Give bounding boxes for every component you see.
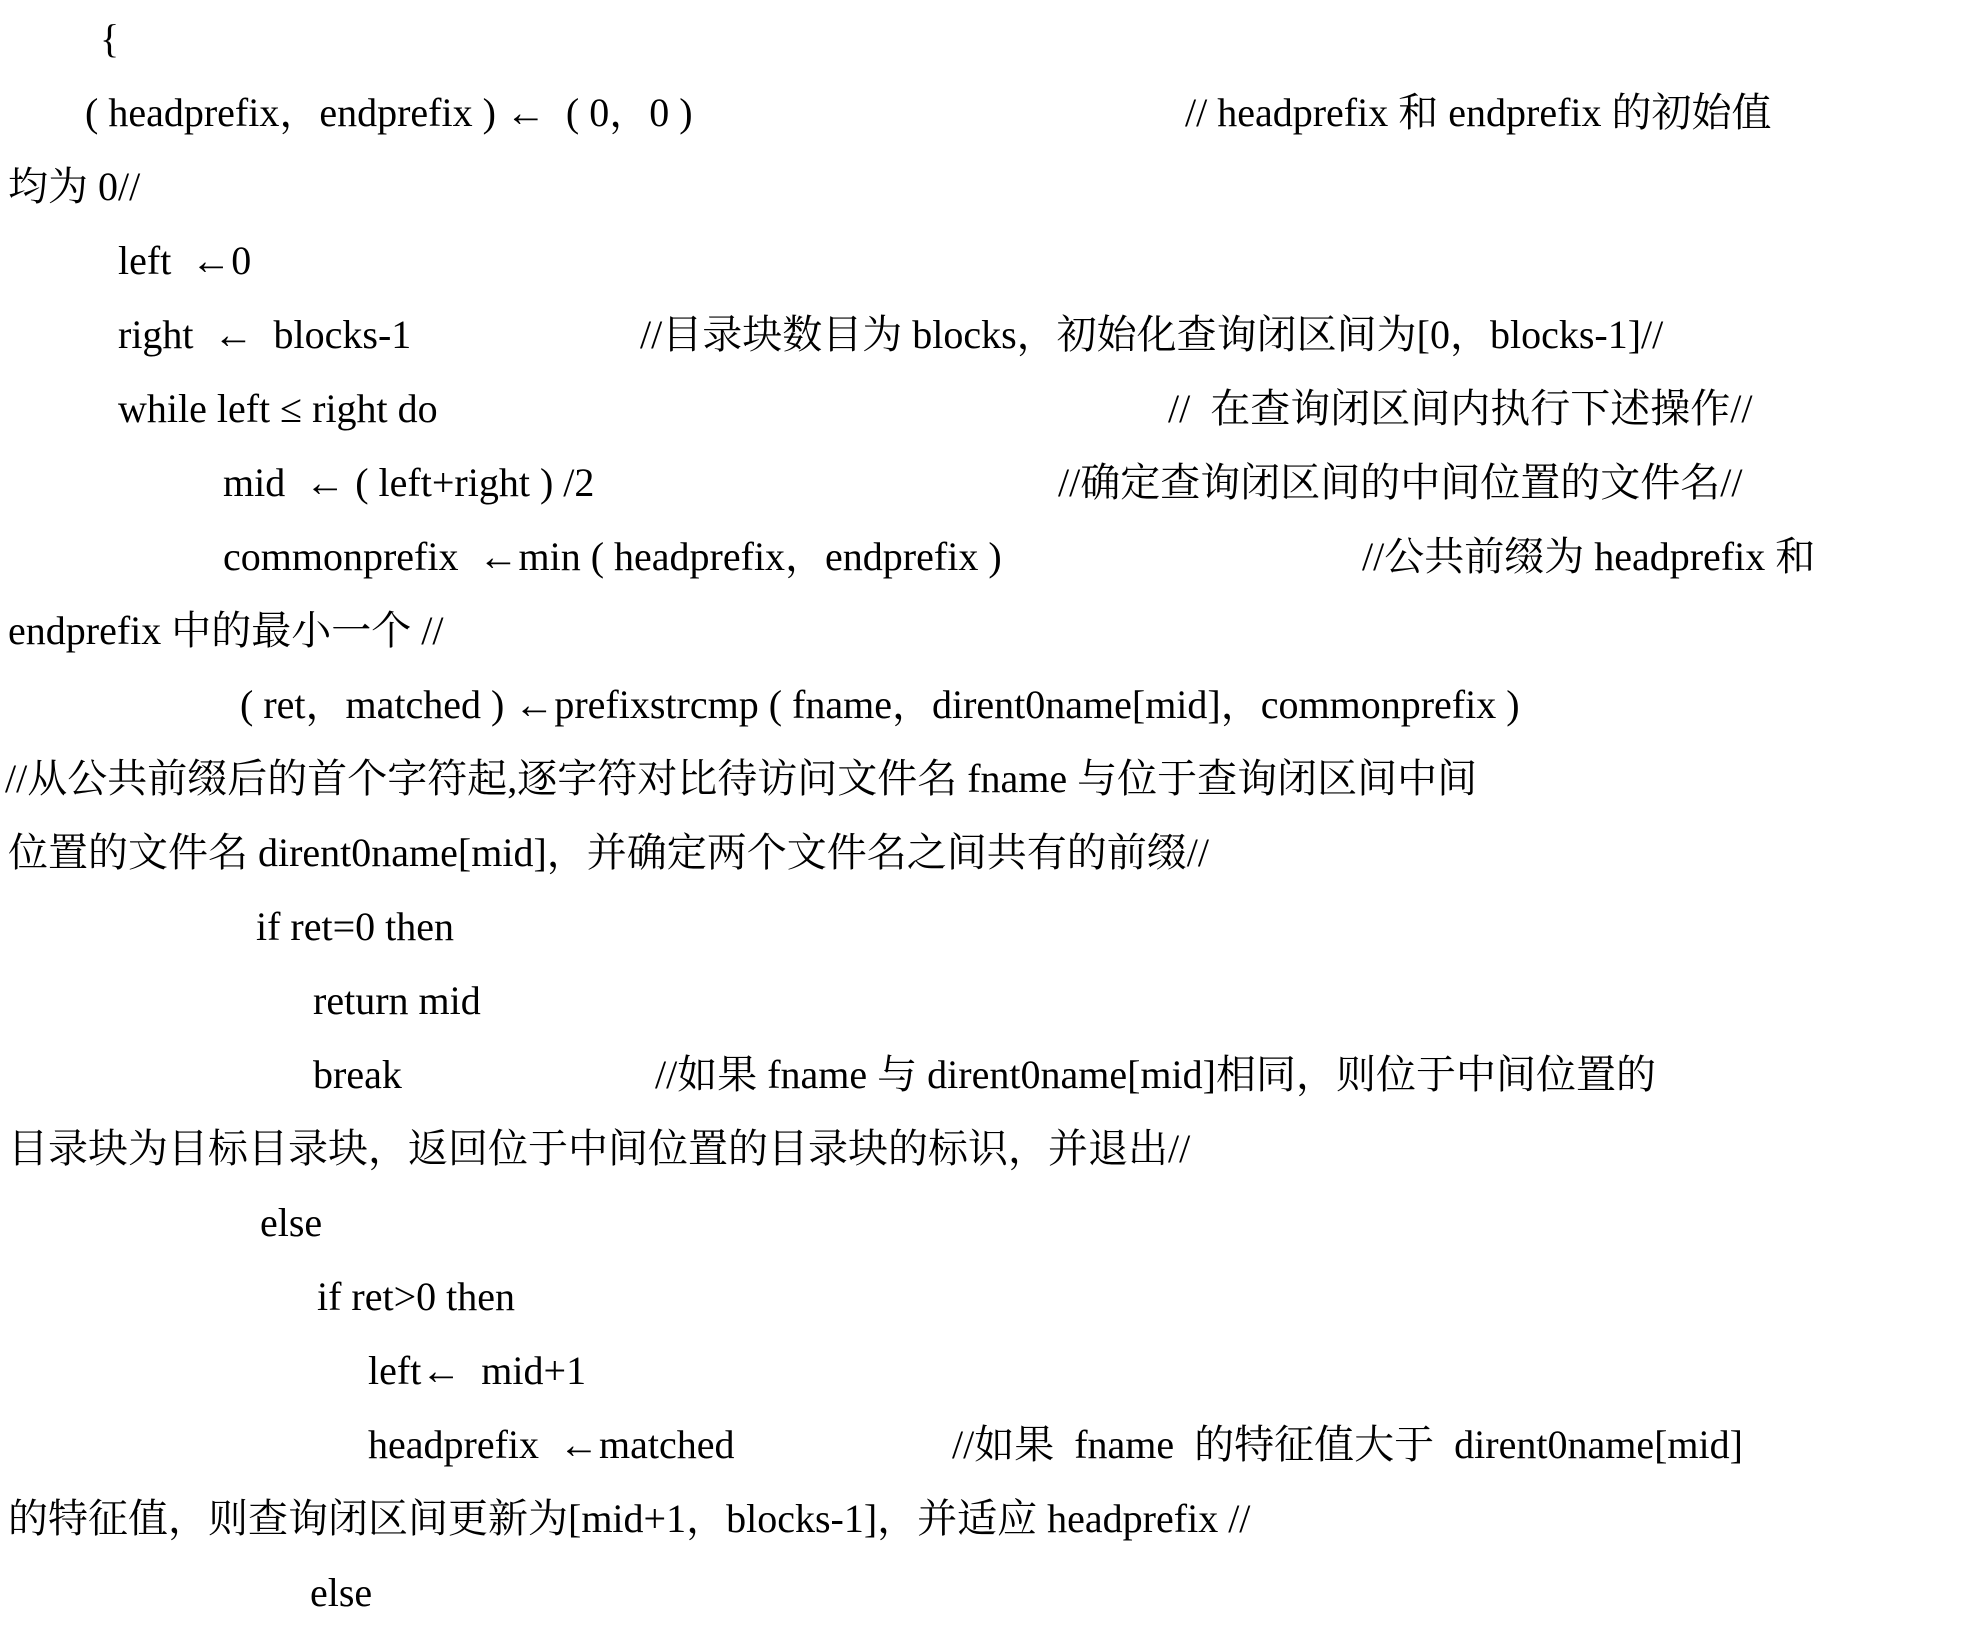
code-line xyxy=(0,1112,1971,1186)
code-line xyxy=(0,446,1971,520)
comment-text: //如果 fname 与 dirent0name[mid]相同，则位于中间位置的 xyxy=(655,1052,1656,1097)
code-text: left ←0 xyxy=(118,238,252,283)
code-text: 位置的文件名 dirent0name[mid]，并确定两个文件名之间共有的前缀// xyxy=(8,830,1210,875)
code-line xyxy=(0,520,1971,594)
code-text: ( headprefix，endprefix ) ← ( 0，0 ) xyxy=(85,90,693,135)
code-line xyxy=(0,1556,1971,1630)
code-text: while left ≤ right do xyxy=(118,386,438,431)
code-line xyxy=(0,2,1971,76)
comment-text: //如果 fname 的特征值大于 dirent0name[mid] xyxy=(952,1422,1743,1467)
code-line xyxy=(0,964,1971,1038)
comment-text: //确定查询闭区间的中间位置的文件名// xyxy=(1058,460,1743,505)
code-line xyxy=(0,1334,1971,1408)
code-text: headprefix ←matched xyxy=(368,1422,735,1467)
comment-text: //公共前缀为 headprefix 和 xyxy=(1362,534,1816,579)
code-line xyxy=(0,890,1971,964)
code-line xyxy=(0,594,1971,668)
code-text: 目录块为目标目录块，返回位于中间位置的目录块的标识，并退出// xyxy=(8,1126,1191,1171)
code-text: { xyxy=(100,16,120,61)
code-text: else xyxy=(310,1570,373,1615)
code-text: //从公共前缀后的首个字符起,逐字符对比待访问文件名 fname 与位于查询闭区间中间 xyxy=(5,756,1478,801)
code-text: endprefix 中的最小一个 // xyxy=(8,608,444,653)
code-line xyxy=(0,298,1971,372)
code-line xyxy=(0,150,1971,224)
code-line xyxy=(0,1482,1971,1556)
comment-text: // headprefix 和 endprefix 的初始值 xyxy=(1185,90,1772,135)
code-line xyxy=(0,742,1971,816)
code-line xyxy=(0,224,1971,298)
code-text: if ret>0 then xyxy=(317,1274,516,1319)
code-text: if ret=0 then xyxy=(256,904,455,949)
comment-text: // 在查询闭区间内执行下述操作// xyxy=(1168,386,1753,431)
code-text: 的特征值，则查询闭区间更新为[mid+1，blocks-1]，并适应 headprefix // xyxy=(8,1496,1251,1541)
code-line xyxy=(0,76,1971,150)
code-line xyxy=(0,816,1971,890)
code-text: ( ret，matched ) ←prefixstrcmp ( fname，dirent0name[mid]，commonprefix ) xyxy=(240,682,1520,727)
code-line xyxy=(0,1408,1971,1482)
code-text: left← mid+1 xyxy=(368,1348,587,1393)
code-text: return mid xyxy=(313,978,481,1023)
code-text: right ← blocks-1 xyxy=(118,312,412,357)
code-line xyxy=(0,668,1971,742)
code-line xyxy=(0,1260,1971,1334)
code-line xyxy=(0,1186,1971,1260)
code-text: mid ← ( left+right ) /2 xyxy=(223,460,595,505)
code-text: 均为 0// xyxy=(8,164,141,209)
comment-text: //目录块数目为 blocks，初始化查询闭区间为[0，blocks-1]// xyxy=(640,312,1664,357)
code-line xyxy=(0,1038,1971,1112)
code-text: else xyxy=(260,1200,323,1245)
code-line xyxy=(0,372,1971,446)
pseudocode-listing xyxy=(0,2,1971,1630)
code-text: break xyxy=(313,1052,402,1097)
code-text: commonprefix ←min ( headprefix，endprefix ) xyxy=(223,534,1002,579)
